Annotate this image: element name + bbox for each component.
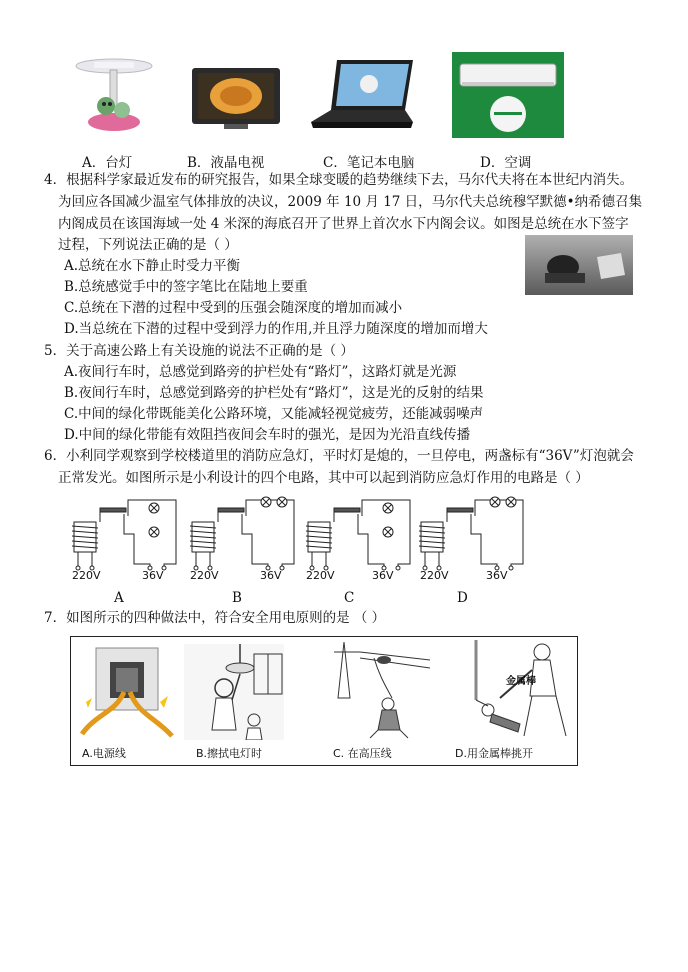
circuit-label-a: A <box>114 590 124 606</box>
q7-caption-c: C. 在高压线 <box>333 747 392 760</box>
high-voltage-line-image <box>330 638 434 742</box>
q5-option-d: D.中间的绿化带能有效阻挡夜间会车时的强光，是因为光沿直线传播 <box>64 427 471 443</box>
power-cord-image <box>76 642 176 740</box>
q4-option-c: C.总统在下潜的过程中受到的压强会随深度的增加而减小 <box>64 300 403 316</box>
wiping-lamp-image <box>184 644 284 740</box>
q7-caption-d: D.用金属棒挑开 <box>455 747 533 760</box>
q6-stem-line-1: 6．小利同学观察到学校楼道里的消防应急灯，平时灯是熄的，一旦停电，两盏标有“36V”灯泡就会 <box>44 448 634 464</box>
q4-stem-line-2: 为回应各国减少温室气体排放的决议，2009 年 10 月 17 日，马尔代夫总统穆罕默德•纳希德召集 <box>58 194 643 210</box>
circuit-label-c: C <box>344 590 355 606</box>
q3-option-b: B．液晶电视 <box>187 155 265 171</box>
lcd-tv-image <box>190 66 282 132</box>
circuit-d-voltage-220: 220V <box>420 569 449 582</box>
circuit-label-d: D <box>457 590 468 606</box>
circuit-c-voltage-220: 220V <box>306 569 335 582</box>
q4-stem-line-1: 4．根据科学家最近发布的研究报告，如果全球变暖的趋势继续下去，马尔代夫将在本世纪内消失。 <box>44 172 634 188</box>
circuit-d-voltage-36: 36V <box>486 569 508 582</box>
q3-option-c: C．笔记本电脑 <box>323 155 415 171</box>
q4-stem-line-3: 内阁成员在该国海域一处 4 米深的海底召开了世界上首次水下内阁会议。如图是总统在水下签字 <box>58 216 629 232</box>
q5-option-a: A.夜间行车时，总感觉到路旁的护栏处有“路灯”，这路灯就是光源 <box>64 364 457 380</box>
q5-option-b: B.夜间行车时，总感觉到路旁的护栏处有“路灯”，这是光的反射的结果 <box>64 385 484 401</box>
q6-stem-line-2: 正常发光。如图所示是小利设计的四个电路，其中可以起到消防应急灯作用的电路是（ ） <box>58 470 589 486</box>
q4-option-d: D.当总统在下潜的过程中受到浮力的作用,并且浮力随深度的增加而增大 <box>64 321 488 337</box>
q4-option-a: A.总统在水下静止时受力平衡 <box>64 258 241 274</box>
metal-rod-label: 金属棒 <box>506 676 536 687</box>
circuit-b-voltage-36: 36V <box>260 569 282 582</box>
circuit-a-voltage-36: 36V <box>142 569 164 582</box>
air-conditioner-image <box>452 52 564 138</box>
q3-option-d: D．空调 <box>480 155 532 171</box>
underwater-signing-photo <box>525 235 633 295</box>
laptop-image <box>309 56 415 136</box>
circuit-c-voltage-36: 36V <box>372 569 394 582</box>
circuit-b-voltage-220: 220V <box>190 569 219 582</box>
q3-option-a: A．台灯 <box>82 155 133 171</box>
q7-caption-b: B.擦拭电灯时 <box>196 747 263 760</box>
circuit-label-b: B <box>232 590 242 606</box>
q5-stem: 5．关于高速公路上有关设施的说法不正确的是（ ） <box>44 343 354 359</box>
q5-option-c: C.中间的绿化带既能美化公路环境，又能减轻视觉疲劳，还能减弱噪声 <box>64 406 484 422</box>
q7-stem: 7．如图所示的四种做法中，符合安全用电原则的是 （ ） <box>44 610 386 626</box>
desk-lamp-image <box>74 54 156 134</box>
circuit-a-voltage-220: 220V <box>72 569 101 582</box>
q7-caption-a: A.电源线 <box>82 747 126 760</box>
q4-stem-line-4: 过程，下列说法正确的是（ ） <box>58 237 238 253</box>
q4-option-b: B.总统感觉手中的签字笔比在陆地上要重 <box>64 279 308 295</box>
metal-rod-image <box>470 640 574 740</box>
